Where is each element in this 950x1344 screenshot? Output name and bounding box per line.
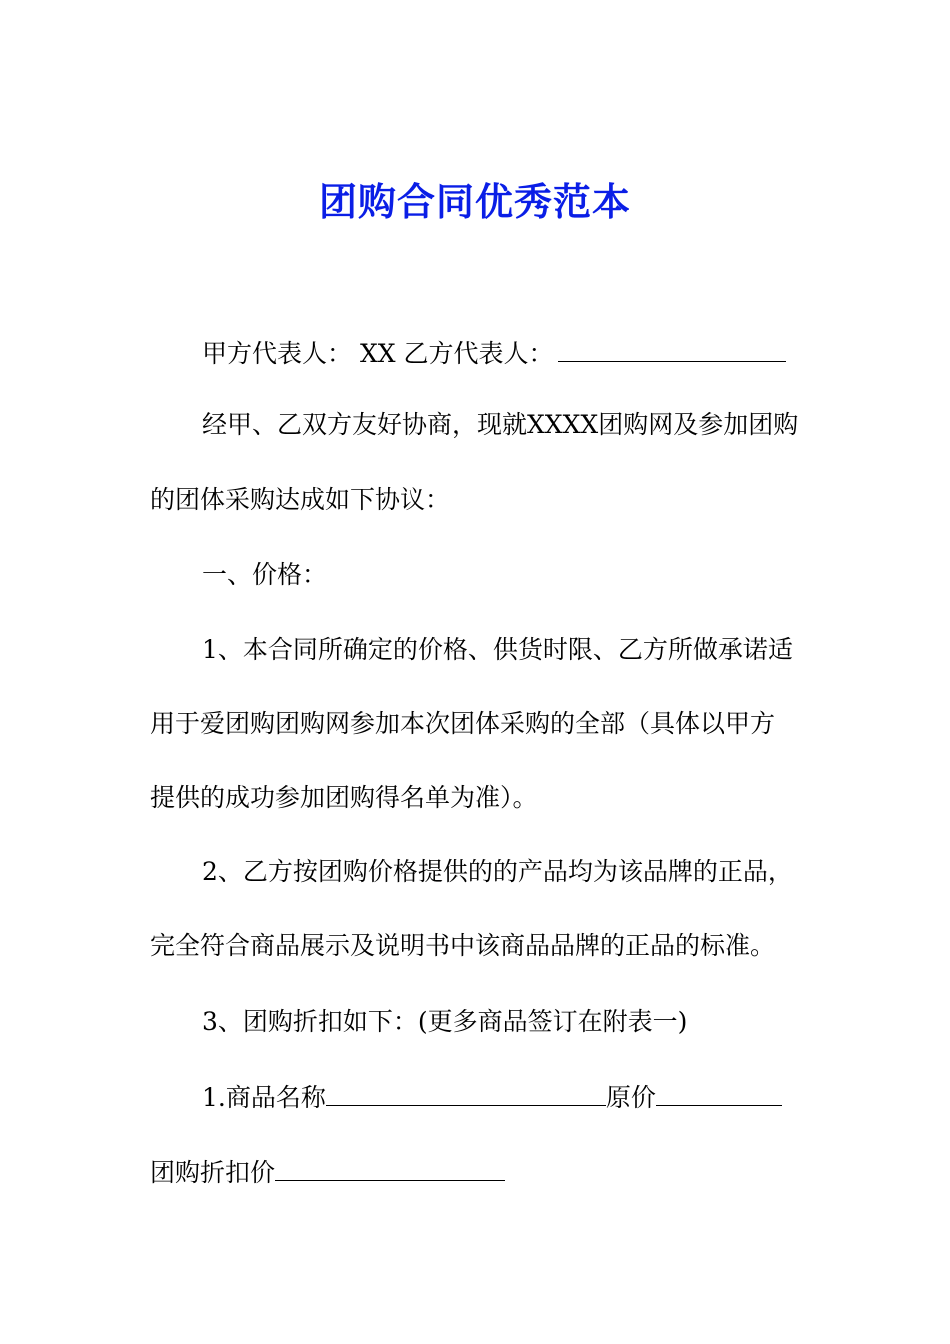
clause-line: 用于爱团购团购网参加本次团体采购的全部（具体以甲方 (150, 709, 776, 738)
product-line (202, 1080, 782, 1116)
section-heading: 一、价格： (202, 560, 328, 589)
original-price-blank (656, 1083, 782, 1106)
clause-line: 3、团购折扣如下：(更多商品签订在附表一) (202, 1007, 688, 1036)
document-title: 团购合同优秀范本 (318, 180, 631, 224)
party-b-blank (558, 339, 786, 362)
discount-price-blank (275, 1158, 505, 1181)
product-name-blank (326, 1083, 606, 1106)
representatives-text: 甲方代表人： XX 乙方代表人： (202, 339, 554, 368)
clause-line: 提供的成功参加团购得名单为准）。 (150, 783, 538, 812)
original-price-label: 原价 (605, 1083, 656, 1112)
product-name-label: 1.商品名称 (202, 1083, 326, 1112)
paragraph-line: 的团体采购达成如下协议： (150, 485, 451, 514)
paragraph-line: 经甲、乙双方友好协商，现就XXXX团购网及参加团购 (202, 410, 799, 439)
representatives-line (202, 336, 786, 372)
clause-line: 1、本合同所确定的价格、供货时限、乙方所做承诺适 (202, 635, 793, 664)
clause-line: 完全符合商品展示及说明书中该商品品牌的正品的标准。 (150, 931, 776, 960)
discount-price-line (150, 1155, 505, 1191)
clause-line: 2、乙方按团购价格提供的的产品均为该品牌的正品， (202, 857, 793, 886)
discount-price-label: 团购折扣价 (150, 1158, 276, 1187)
